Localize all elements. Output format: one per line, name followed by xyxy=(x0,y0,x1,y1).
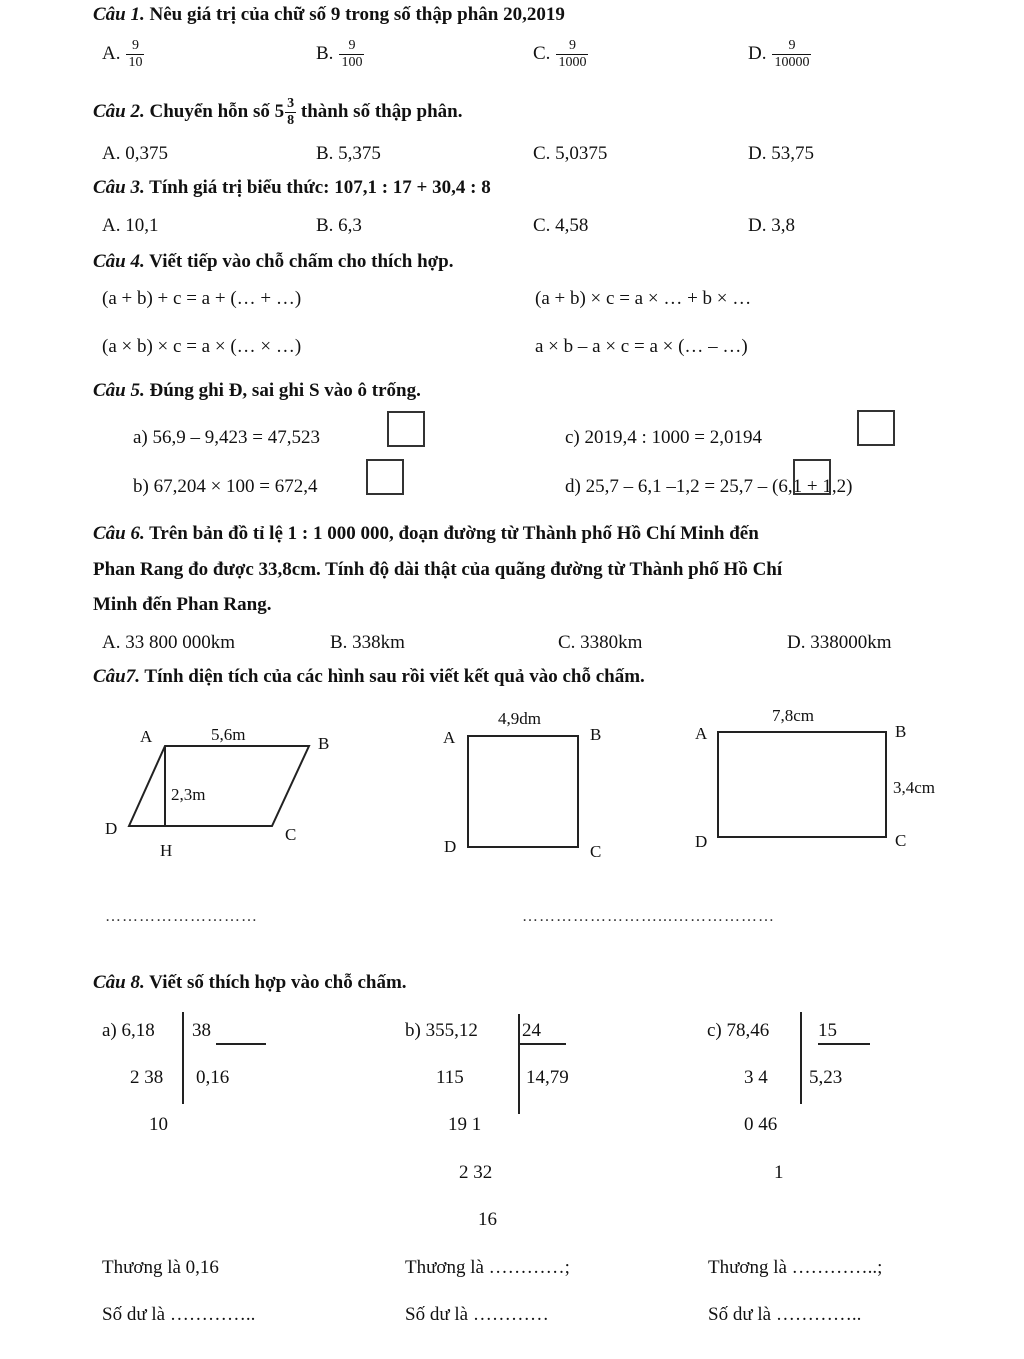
q6-line-3: Minh đến Phan Rang. xyxy=(93,594,272,615)
q2-label: Câu 2. xyxy=(93,100,145,122)
q5-answer-box-b[interactable] xyxy=(366,459,404,495)
square-figure xyxy=(443,709,601,861)
q8c-divisor: 15 xyxy=(818,1020,837,1041)
q8b-divisor-underline xyxy=(518,1043,566,1045)
q3-option-a[interactable]: A. 10,1 xyxy=(102,215,159,236)
q8a-dividend: a) 6,18 xyxy=(102,1020,155,1041)
q8c-quotient: 5,23 xyxy=(809,1067,843,1088)
q1-option-d[interactable] xyxy=(748,38,811,71)
q2-option-b[interactable]: B. 5,375 xyxy=(316,143,381,164)
q7-figures xyxy=(0,690,1024,880)
q1-label: Câu 1. xyxy=(93,4,145,25)
q7-answer-blank-1[interactable]: ……………………… xyxy=(105,908,258,925)
q8b-row-3: 2 32 xyxy=(459,1162,493,1183)
q8a-row-2: 10 xyxy=(149,1114,168,1135)
q7-answer-blank-2[interactable]: ……………………...……………… xyxy=(522,908,775,925)
parallelogram-label-b: B xyxy=(318,734,330,753)
q4-line-2[interactable]: (a + b) × c = a × … + b × … xyxy=(535,288,752,309)
q2-option-a[interactable]: A. 0,375 xyxy=(102,143,168,164)
q8b-quotient-answer[interactable]: Thương là …………; xyxy=(405,1257,570,1278)
q1-option-d-letter: D. xyxy=(748,42,767,64)
frac-num: 9 xyxy=(131,38,139,53)
rectangle-shape xyxy=(718,732,886,837)
q8c-row-1: 3 4 xyxy=(744,1067,768,1088)
q1-heading xyxy=(93,4,565,26)
q6-line-1 xyxy=(93,523,759,545)
q2-whole: 5 xyxy=(274,100,285,122)
square-label-c: C xyxy=(590,842,602,861)
q8c-row-2: 0 46 xyxy=(744,1114,778,1135)
q8a-remainder-answer[interactable]: Số dư là ………….. xyxy=(102,1304,256,1325)
frac-num: 9 xyxy=(348,38,356,53)
q4-line-4[interactable]: a × b – a × c = a × (… – …) xyxy=(535,336,748,357)
parallelogram-figure xyxy=(105,725,329,860)
rectangle-label-c: C xyxy=(895,831,907,850)
q8b-division-bar xyxy=(518,1014,520,1114)
square-label-d: D xyxy=(444,837,457,856)
rectangle-label-b: B xyxy=(895,722,907,741)
parallelogram-label-d: D xyxy=(105,819,118,838)
q2-mixed-number xyxy=(274,96,297,128)
rectangle-figure xyxy=(695,706,935,851)
q5-text: Đúng ghi Đ, sai ghi S vào ô trống. xyxy=(149,380,421,401)
q3-option-b[interactable]: B. 6,3 xyxy=(316,215,362,236)
parallelogram-base: 5,6m xyxy=(211,725,246,744)
q1-option-a-letter: A. xyxy=(102,42,121,64)
q1-option-c-letter: C. xyxy=(533,42,551,64)
q3-option-d[interactable]: D. 3,8 xyxy=(748,215,795,236)
parallelogram-shape xyxy=(129,746,309,826)
parallelogram-label-c: C xyxy=(285,825,297,844)
q8-label: Câu 8. xyxy=(93,972,145,993)
q5-item-d: d) 25,7 – 6,1 –1,2 = 25,7 – (6,1 + 1,2) xyxy=(565,476,853,497)
q2-heading xyxy=(93,96,462,129)
parallelogram-label-a: A xyxy=(140,727,153,746)
q8b-row-1: 115 xyxy=(436,1067,464,1088)
q8a-row-1: 2 38 xyxy=(130,1067,164,1088)
q8b-dividend: b) 355,12 xyxy=(405,1020,478,1041)
q4-heading xyxy=(93,251,454,273)
square-label-b: B xyxy=(590,725,602,744)
q8c-divisor-underline xyxy=(818,1043,870,1045)
q5-item-b: b) 67,204 × 100 = 672,4 xyxy=(133,476,318,497)
q8c-row-3: 1 xyxy=(774,1162,784,1183)
q3-heading xyxy=(93,177,491,199)
q1-option-a[interactable] xyxy=(102,38,144,71)
q5-item-a: a) 56,9 – 9,423 = 47,523 xyxy=(133,427,320,448)
rectangle-label-a: A xyxy=(695,724,708,743)
q2-option-d[interactable]: D. 53,75 xyxy=(748,143,814,164)
square-side: 4,9dm xyxy=(498,709,541,728)
rectangle-label-d: D xyxy=(695,832,708,851)
q7-label: Câu7. xyxy=(93,666,140,687)
q6-option-d[interactable]: D. 338000km xyxy=(787,632,892,653)
q3-text: Tính giá trị biểu thức: 107,1 : 17 + 30,4 : 8 xyxy=(149,177,491,198)
q4-line-3[interactable]: (a × b) × c = a × (… × …) xyxy=(102,336,302,357)
q8a-divisor: 38 xyxy=(192,1020,211,1041)
square-label-a: A xyxy=(443,728,456,747)
frac-num: 3 xyxy=(287,96,295,111)
q8a-divisor-underline xyxy=(216,1043,266,1045)
q5-answer-box-d[interactable] xyxy=(793,459,831,495)
rectangle-length: 7,8cm xyxy=(772,706,815,725)
q8b-remainder-answer[interactable]: Số dư là ………… xyxy=(405,1304,549,1325)
q1-option-b[interactable] xyxy=(316,38,364,71)
q3-option-c[interactable]: C. 4,58 xyxy=(533,215,589,236)
q3-label: Câu 3. xyxy=(93,177,145,198)
parallelogram-label-h: H xyxy=(160,841,173,860)
q8c-division-bar xyxy=(800,1012,802,1104)
q6-option-b[interactable]: B. 338km xyxy=(330,632,405,653)
q8-text: Viết số thích hợp vào chỗ chấm. xyxy=(149,972,407,993)
q2-text-before: Chuyển hỗn số xyxy=(149,100,270,122)
q8-heading xyxy=(93,972,407,994)
q4-label: Câu 4. xyxy=(93,251,145,272)
frac-den: 100 xyxy=(341,55,363,70)
frac-den: 8 xyxy=(287,113,295,128)
q8a-quotient: 0,16 xyxy=(196,1067,230,1088)
q8b-divisor: 24 xyxy=(522,1020,541,1041)
frac-den: 10 xyxy=(128,55,143,70)
frac-num: 9 xyxy=(568,38,576,53)
q6-option-a[interactable]: A. 33 800 000km xyxy=(102,632,235,653)
q6-option-c[interactable]: C. 3380km xyxy=(558,632,643,653)
q4-text: Viết tiếp vào chỗ chấm cho thích hợp. xyxy=(149,251,454,272)
frac-den: 10000 xyxy=(774,55,810,70)
q8c-dividend: c) 78,46 xyxy=(707,1020,770,1041)
q2-option-c[interactable]: C. 5,0375 xyxy=(533,143,608,164)
q1-option-b-letter: B. xyxy=(316,42,334,64)
rectangle-width: 3,4cm xyxy=(893,778,936,797)
q5-item-c: c) 2019,4 : 1000 = 2,0194 xyxy=(565,427,763,448)
q5-label: Câu 5. xyxy=(93,380,145,401)
q7-text: Tính diện tích của các hình sau rồi viết kết quả vào chỗ chấm. xyxy=(144,666,645,687)
parallelogram-height: 2,3m xyxy=(171,785,206,804)
q8b-quotient: 14,79 xyxy=(526,1067,569,1088)
square-shape xyxy=(468,736,578,847)
q8c-quotient-answer[interactable]: Thương là …………..; xyxy=(708,1257,883,1278)
frac-den: 1000 xyxy=(558,55,587,70)
q8c-remainder-answer[interactable]: Số dư là ………….. xyxy=(708,1304,862,1325)
q5-answer-box-c[interactable] xyxy=(857,410,895,446)
q6-line-2: Phan Rang đo được 33,8cm. Tính độ dài thật của quãng đường từ Thành phố Hồ Chí xyxy=(93,559,783,580)
q7-heading xyxy=(93,666,645,688)
q1-text: Nêu giá trị của chữ số 9 trong số thập phân 20,2019 xyxy=(149,4,565,25)
q8b-row-2: 19 1 xyxy=(448,1114,482,1135)
q5-heading xyxy=(93,380,421,402)
q1-option-c[interactable] xyxy=(533,38,588,71)
q6-label: Câu 6. xyxy=(93,523,145,544)
q8b-row-4: 16 xyxy=(478,1209,497,1230)
frac-num: 9 xyxy=(788,38,796,53)
q2-text-after: thành số thập phân. xyxy=(300,100,463,122)
q8a-quotient-answer[interactable]: Thương là 0,16 xyxy=(102,1257,219,1278)
q4-line-1[interactable]: (a + b) + c = a + (… + …) xyxy=(102,288,302,309)
q6-text-1: Trên bản đồ tỉ lệ 1 : 1 000 000, đoạn đường từ Thành phố Hồ Chí Minh đến xyxy=(149,523,759,544)
q8a-division-bar xyxy=(182,1012,184,1104)
q5-answer-box-a[interactable] xyxy=(387,411,425,447)
